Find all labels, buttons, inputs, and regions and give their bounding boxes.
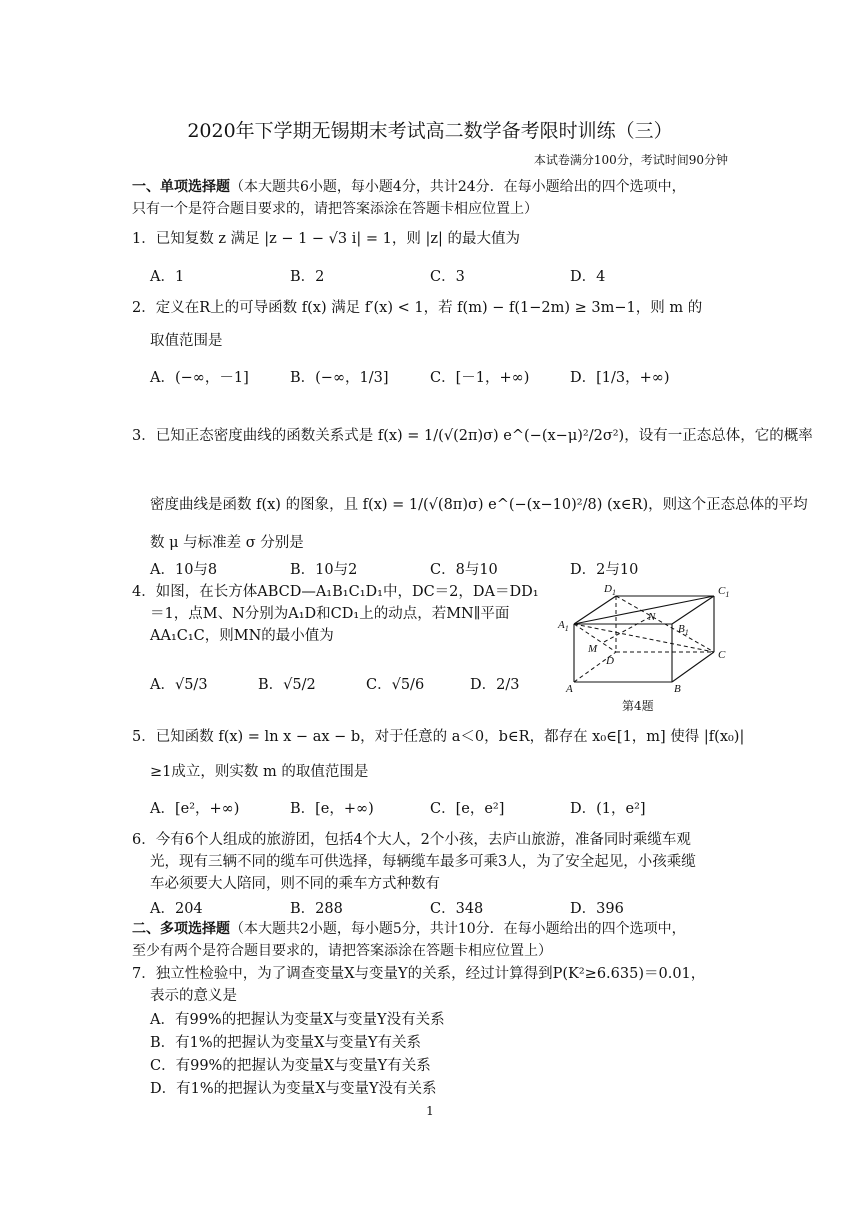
- q4-line3: AA₁C₁C，则MN的最小值为: [150, 628, 334, 644]
- page-number: 1: [426, 1104, 434, 1118]
- q3-line3: 数 μ 与标准差 σ 分别是: [150, 535, 304, 551]
- q2-option-b: B．(−∞，1/3]: [290, 370, 389, 386]
- label-n: N: [648, 611, 656, 623]
- q4-option-a: A．√5/3: [150, 677, 208, 693]
- q6-line1: 6．今有6个人组成的旅游团，包括4个大人，2个小孩，去庐山旅游，准备同时乘缆车观: [132, 832, 691, 848]
- q1-option-a: A．1: [150, 269, 185, 285]
- q7-line2: 表示的意义是: [150, 988, 237, 1004]
- q3-option-b: B．10与2: [290, 562, 358, 578]
- label-b1: $B_1$: [678, 623, 689, 637]
- label-c: C: [718, 649, 726, 661]
- q4-option-c: C．√5/6: [366, 677, 425, 693]
- section1-desc-1: （本大题共6小题，每小题4分，共计24分．在每小题给出的四个选项中，: [230, 179, 686, 195]
- q7-option-c: C．有99%的把握认为变量X与变量Y有关系: [150, 1058, 431, 1074]
- q3-option-a: A．10与8: [150, 562, 218, 578]
- q2-line1: 2．定义在R上的可导函数 f(x) 满足 f′(x) < 1，若 f(m) − f(1−2m) ≥ 3m−1，则 m 的: [132, 300, 703, 316]
- q5-option-d: D．(1，e²]: [570, 801, 646, 817]
- q3-line2: 密度曲线是函数 f(x) 的图象，且 f(x) = 1/(√(8π)σ) e^(−(x−10)²/8) (x∈R)，则这个正态总体的平均: [150, 497, 808, 513]
- label-d: D: [606, 655, 614, 667]
- q5-option-c: C．[e，e²]: [430, 801, 505, 817]
- section2-header: [132, 918, 686, 938]
- q7-option-b: B．有1%的把握认为变量X与变量Y有关系: [150, 1035, 422, 1051]
- q3-option-d: D．2与10: [570, 562, 639, 578]
- q6-option-c: C．348: [430, 901, 484, 917]
- q4-option-d: D．2/3: [470, 677, 520, 693]
- q7-option-a: A．有99%的把握认为变量X与变量Y没有关系: [150, 1012, 445, 1028]
- q2-option-a: A．(−∞，－1]: [150, 370, 249, 386]
- q4-line2: ＝1，点M、N分别为A₁D和CD₁上的动点，若MN∥平面: [150, 606, 510, 622]
- q5-option-b: B．[e，+∞): [290, 801, 374, 817]
- label-c1: $C_1$: [718, 585, 730, 599]
- q2-option-d: D．[1/3，+∞): [570, 370, 670, 386]
- section1-header: [132, 176, 686, 196]
- cuboid-figure: [556, 580, 736, 692]
- q4-option-b: B．√5/2: [258, 677, 316, 693]
- q6-line2: 光，现有三辆不同的缆车可供选择，每辆缆车最多可乘3人，为了安全起见，小孩乘缆: [150, 854, 696, 870]
- label-d1: $D_1$: [604, 583, 616, 597]
- section1-heading: 一、单项选择题: [132, 179, 230, 195]
- q5-option-a: A．[e²，+∞): [150, 801, 240, 817]
- q7-line1: 7．独立性检验中，为了调查变量X与变量Y的关系，经过计算得到P(K²≥6.635)＝0.01，: [132, 966, 706, 982]
- q6-option-a: A．204: [150, 901, 203, 917]
- section2-heading: 二、多项选择题: [132, 921, 230, 937]
- label-b: B: [674, 683, 681, 692]
- q5-line1: 5．已知函数 f(x) = ln x − ax − b，对于任意的 a＜0，b∈R，都存在 x₀∈[1，m] 使得 |f(x₀)|: [132, 729, 745, 745]
- q1-option-c: C．3: [430, 269, 465, 285]
- q7-option-d: D．有1%的把握认为变量X与变量Y没有关系: [150, 1081, 437, 1097]
- section2-desc-2: 至少有两个是符合题目要求的，请把答案添涂在答题卡相应位置上）: [132, 943, 552, 959]
- q6-option-d: D．396: [570, 901, 624, 917]
- q5-line2: ≥1成立，则实数 m 的取值范围是: [150, 764, 369, 780]
- section1-desc-2: 只有一个是符合题目要求的，请把答案添涂在答题卡相应位置上）: [132, 201, 538, 217]
- q4-line1: 4．如图，在长方体ABCD—A₁B₁C₁D₁中，DC＝2，DA＝DD₁: [132, 584, 539, 600]
- q1-option-b: B．2: [290, 269, 325, 285]
- page-title: 2020年下学期无锡期末考试高二数学备考限时训练（三）: [187, 120, 673, 142]
- label-a1: $A_1$: [558, 619, 569, 633]
- q1-stem: 1．已知复数 z 满足 |z − 1 − √3 i| = 1，则 |z| 的最大值为: [132, 231, 520, 247]
- label-m: M: [588, 643, 598, 655]
- label-a: A: [566, 683, 573, 692]
- q2-option-c: C．[－1，+∞): [430, 370, 530, 386]
- q6-option-b: B．288: [290, 901, 343, 917]
- q2-line2: 取值范围是: [150, 333, 223, 349]
- q1-option-d: D．4: [570, 269, 606, 285]
- q3-line1: 3．已知正态密度曲线的函数关系式是 f(x) = 1/(√(2π)σ) e^(−(x−μ)²/2σ²)，设有一正态总体，它的概率: [132, 428, 813, 444]
- q3-option-c: C．8与10: [430, 562, 498, 578]
- figure-caption: 第4题: [622, 699, 654, 713]
- section2-desc-1: （本大题共2小题，每小题5分，共计10分．在每小题给出的四个选项中，: [230, 921, 686, 937]
- q6-line3: 车必须要大人陪同，则不同的乘车方式种数有: [150, 876, 440, 892]
- exam-info: 本试卷满分100分，考试时间90分钟: [533, 153, 728, 167]
